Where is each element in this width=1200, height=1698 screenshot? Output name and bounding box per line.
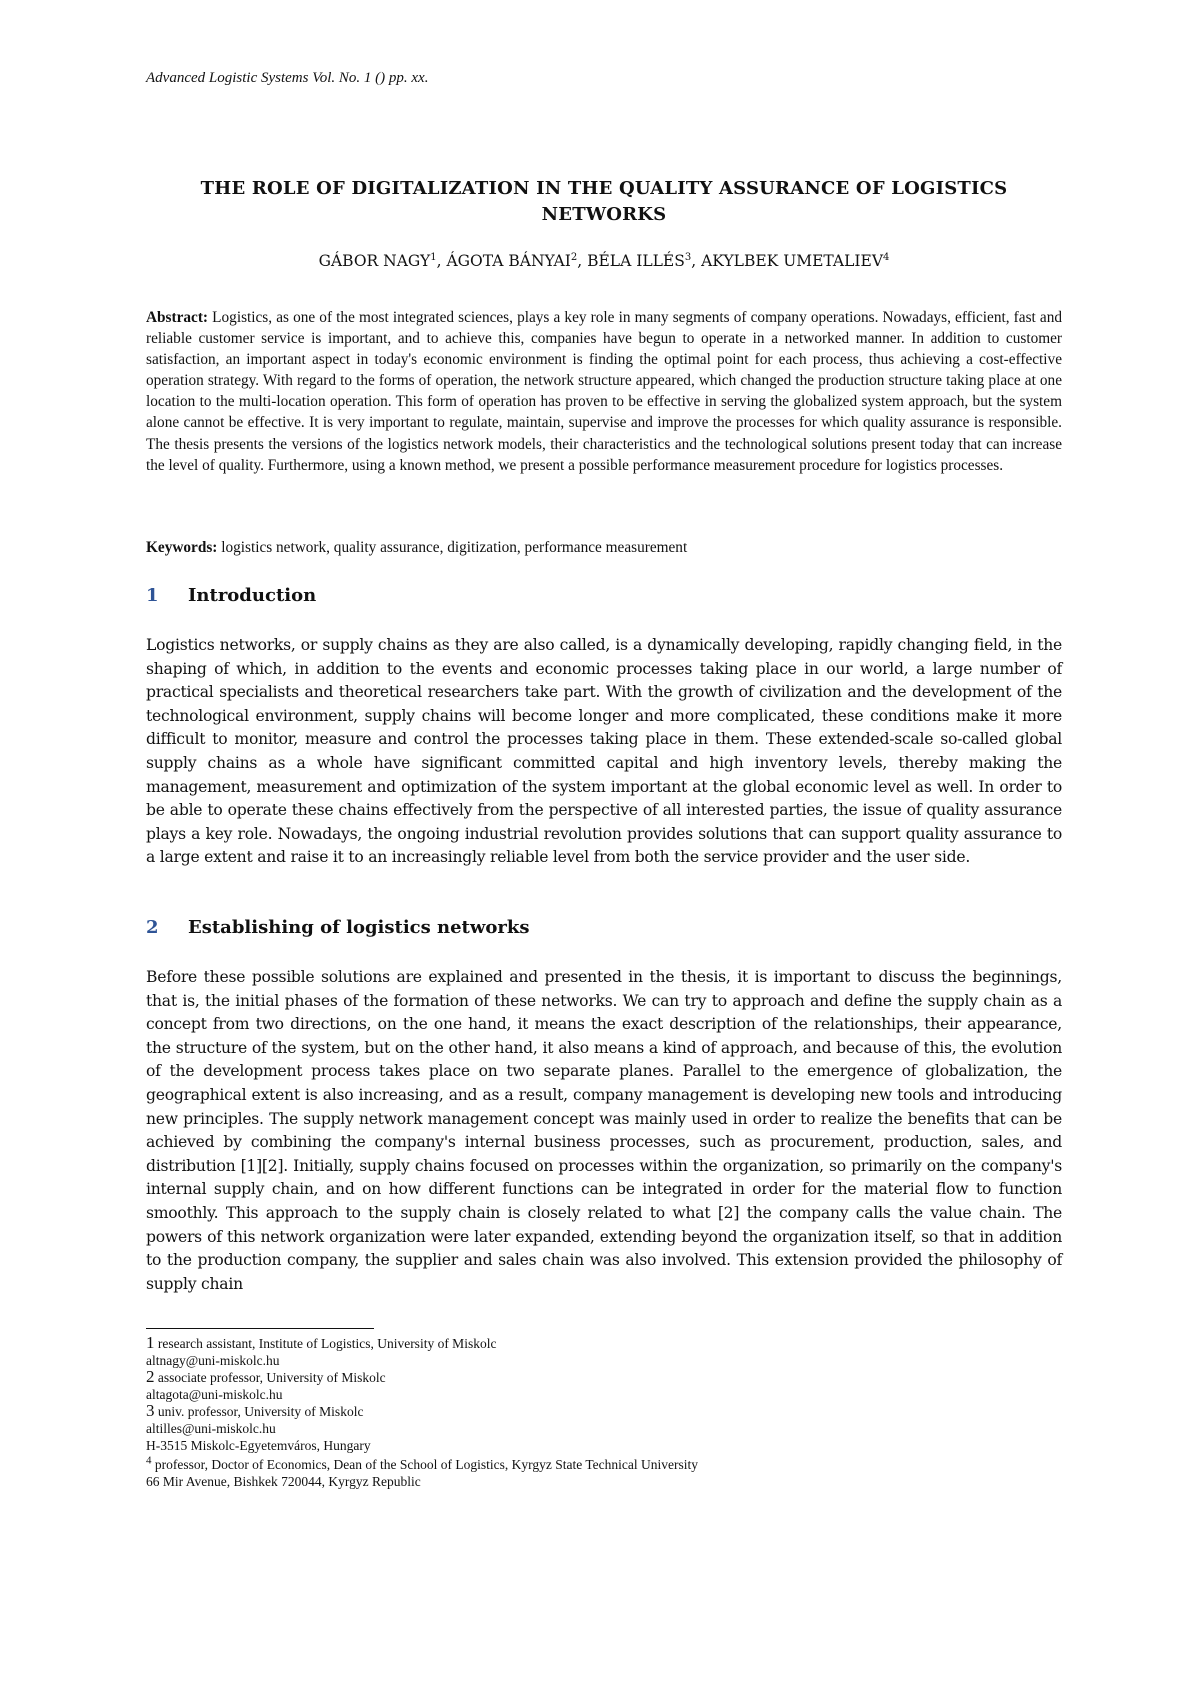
section-number: 1 — [146, 585, 159, 606]
footnote-1 — [146, 1335, 1062, 1369]
section-body-establishing-networks: Before these possible solutions are explained and presented in the thesis, it is important to discuss the beginnings, that is, the initial phases of the formation of these networks. We can try to approach and define the supply chain as a concept from two directions, on the one hand, it means the exact description of the relationships, their appearance, the structure of the system, but on the other hand, it also means a kind of approach, and because of this, the evolution of the development process takes place on two separate planes. Parallel to the emergence of globalization, the geographical extent is also increasing, and as a result, company management is developing new tools and introducing new principles. The supply network management concept was mainly used in order to realize the benefits that can be achieved by combining the company's internal business processes, such as procurement, production, sales, and distribution [1][2]. Initially, supply chains focused on processes within the organization, so primarily on the company's internal supply chain, and on how different functions can be integrated in order for the material flow to function smoothly. This approach to the supply chain is closely related to what [2] the company calls the value chain. The powers of this network organization were later expanded, extending beyond the organization itself, so that in addition to the production company, the supplier and sales chain was also involved. This extension provided the philosophy of supply chain — [146, 968, 1062, 1293]
title-line-1: THE ROLE OF DIGITALIZATION IN THE QUALITY ASSURANCE OF LOGISTICS — [200, 178, 1008, 199]
section-heading-establishing-networks — [146, 917, 1062, 938]
footnote-2 — [146, 1369, 1062, 1403]
abstract-text: Logistics, as one of the most integrated sciences, plays a key role in many segments of company operations. Nowadays, efficient, fast and reliable customer service is important, and to achieve this, companies have begun to operate in a networked manner. In addition to customer satisfaction, an important aspect in today's economic environment is finding the optimal point for each process, thus achieving a cost-effective operation strategy. With regard to the forms of operation, the network structure appeared, which changed the production structure taking place at one location to the multi-location operation. This form of operation has proven to be effective in serving the globalized system approach, but the system alone cannot be effective. It is very important to regulate, maintain, supervise and improve the processes for which quality assurance is responsible. The thesis presents the versions of the logistics network models, their characteristics and the technological solutions present today that can increase the level of quality. Furthermore, using a known method, we present a possible performance measurement procedure for logistics processes. — [146, 309, 1062, 474]
footnotes — [146, 1335, 1062, 1490]
abstract — [146, 307, 1062, 476]
author-name: AKYLBEK UMETALIEV — [701, 252, 884, 271]
section-body-introduction: Logistics networks, or supply chains as they are also called, is a dynamically developing, rapidly changing field, in the shaping of which, in addition to the events and economic processes taking place in our world, a large number of practical specialists and theoretical researchers take part. With the growth of civilization and the development of the technological environment, supply chains will become longer and more complicated, these conditions make it more difficult to monitor, measure and control the processes taking place in them. These extended-scale so-called global supply chains as a whole have significant committed capital and high inventory levels, thereby making the management, measurement and optimization of the system important at the global economic level as well. In order to be able to operate these chains effectively from the perspective of all interested parties, the issue of quality assurance plays a key role. Nowadays, the ongoing industrial revolution provides solutions that can support quality assurance to a large extent and raise it to an increasingly reliable level from both the service provider and the user side. — [146, 636, 1062, 867]
author-affiliation-mark: 3 — [684, 252, 692, 263]
footnote-mark: 3 — [146, 1401, 155, 1421]
footnote-line — [146, 1369, 1062, 1387]
footnote-line — [146, 1403, 1062, 1421]
footnote-mark: 4 — [146, 1454, 152, 1467]
keywords-text: logistics network, quality assurance, digitization, performance measurement — [221, 539, 688, 556]
footnote-affiliation: professor, Doctor of Economics, Dean of the School of Logistics, Kyrgyz State Technical University — [154, 1457, 699, 1473]
footnote-affiliation: univ. professor, University of Miskolc — [157, 1404, 364, 1420]
author-name: BÉLA ILLÉS — [587, 252, 685, 271]
section-heading-introduction — [146, 585, 1062, 606]
footnote-4 — [146, 1454, 1062, 1490]
footnote-3 — [146, 1403, 1062, 1454]
keywords-label: Keywords: — [146, 539, 218, 556]
footnote-line — [146, 1454, 1062, 1474]
footnote-line — [146, 1335, 1062, 1353]
section-title: Introduction — [188, 585, 317, 606]
author-list: GÁBOR NAGY$^1$, ÁGOTA BÁNYAI$^2$, BÉLA ILLÉS$^3$, AKYLBEK UMETALIEV$^4$ — [318, 252, 890, 271]
author-name: GÁBOR NAGY — [318, 252, 431, 271]
footnote-mark: 1 — [146, 1333, 155, 1352]
footnote-separator — [146, 1328, 374, 1329]
footnote-email: altilles@uni-miskolc.hu — [146, 1420, 276, 1436]
footnote-email: altnagy@uni-miskolc.hu — [146, 1352, 280, 1368]
author-affiliation-mark: 4 — [883, 252, 890, 263]
footnote-address: 66 Mir Avenue, Bishkek 720044, Kyrgyz Republic — [146, 1473, 421, 1489]
title-line-2: NETWORKS — [541, 204, 667, 225]
footnote-email: altagota@uni-miskolc.hu — [146, 1386, 283, 1402]
footnote-affiliation: research assistant, Institute of Logistics, University of Miskolc — [157, 1336, 497, 1351]
footnote-affiliation: associate professor, University of Miskolc — [157, 1370, 386, 1386]
abstract-label: Abstract: — [146, 309, 209, 326]
paper-title — [146, 176, 1062, 228]
keywords — [146, 539, 1062, 557]
author-name: ÁGOTA BÁNYAI — [446, 252, 571, 271]
footnote-address: H-3515 Miskolc-Egyetemváros, Hungary — [146, 1437, 371, 1453]
running-header: Advanced Logistic Systems Vol. No. 1 () pp. xx. — [146, 70, 429, 86]
section-number: 2 — [146, 917, 159, 938]
footnote-mark: 2 — [146, 1367, 155, 1387]
author-affiliation-mark: 1 — [430, 252, 437, 263]
section-title: Establishing of logistics networks — [188, 917, 530, 938]
author-affiliation-mark: 2 — [570, 252, 578, 263]
